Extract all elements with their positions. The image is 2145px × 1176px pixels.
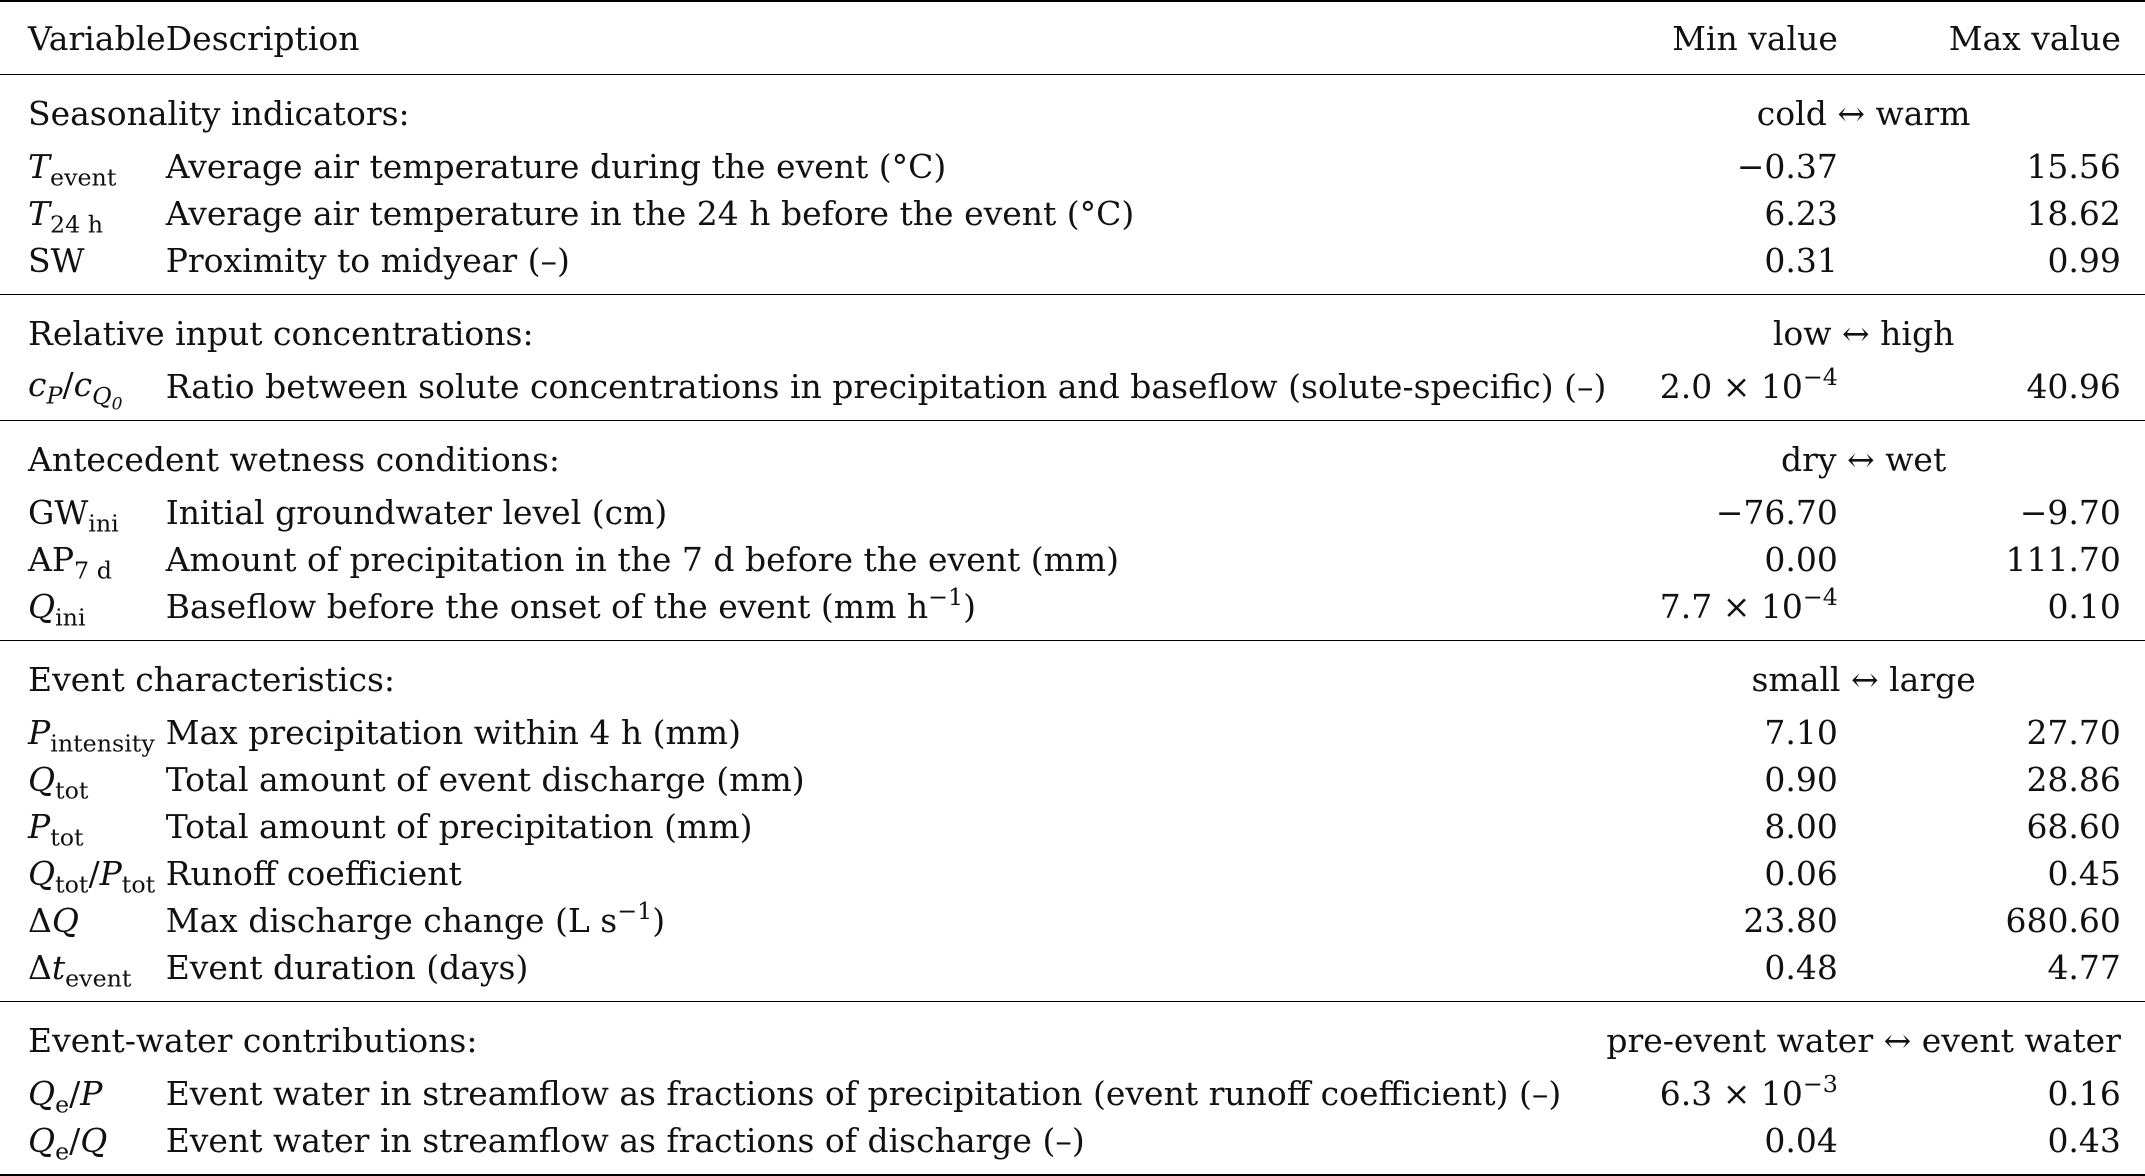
- variable-description: [166, 143, 1607, 190]
- symbol-main: SW: [28, 241, 85, 280]
- min-value-text: 7.10: [1764, 713, 1838, 752]
- section-range: cold ↔ warm: [1606, 75, 2145, 144]
- min-value-text: 7.7 × 10: [1659, 587, 1803, 626]
- symbol-subscript: event: [65, 964, 132, 993]
- symbol-divider: [69, 1074, 102, 1113]
- description-text: Baseflow before the onset of the event (mm h: [165, 587, 929, 626]
- variable-description: [166, 1117, 1607, 1175]
- variable-description: [166, 489, 1607, 536]
- variable-description: [166, 363, 1607, 421]
- section-header-row: [0, 421, 2145, 490]
- table-row: [0, 583, 2145, 641]
- description-text: Event water in streamflow as fractions of precipitation (event runoff coefficient) (–): [165, 1074, 1562, 1113]
- symbol-main: GW: [28, 493, 89, 532]
- variable-description: [166, 709, 1607, 756]
- symbol-subscript: intensity: [50, 729, 155, 758]
- description-text: Ratio between solute concentrations in precipitation and baseflow (solute-specific) (–): [165, 367, 1607, 406]
- symbol-denominator: Q: [80, 1121, 108, 1160]
- description-end: ): [652, 901, 666, 940]
- max-value: 40.96: [2026, 367, 2121, 406]
- symbol-main: T: [28, 147, 51, 186]
- section-title: Relative input concentrations:: [0, 295, 1606, 364]
- description-text: Initial groundwater level (cm): [165, 493, 668, 532]
- symbol-denominator: c: [73, 365, 93, 405]
- header-variable: Variable: [0, 1, 166, 75]
- table-row: [0, 803, 2145, 850]
- variable-description: [166, 583, 1607, 641]
- min-value-exponent: −4: [1802, 582, 1838, 611]
- table-row: [0, 756, 2145, 803]
- min-value: [1606, 237, 1838, 295]
- table-row: [0, 536, 2145, 583]
- min-value: [1606, 709, 1838, 756]
- symbol-main: Q: [28, 1121, 56, 1160]
- variable-description: [166, 803, 1607, 850]
- symbol-main: P: [28, 807, 51, 846]
- min-value-text: −76.70: [1715, 493, 1838, 532]
- description-text: Event water in streamflow as fractions of discharge (–): [165, 1121, 1085, 1160]
- variable-description: [166, 190, 1607, 237]
- symbol-subscript: ini: [55, 603, 86, 632]
- symbol-slash: /: [62, 365, 74, 405]
- symbol-subscript-2: tot: [121, 870, 156, 899]
- max-value: 0.10: [2047, 587, 2121, 626]
- symbol-main: T: [28, 194, 51, 233]
- symbol-main: Q: [28, 854, 56, 893]
- symbol-prefix: Δ: [28, 948, 52, 987]
- description-text: Total amount of precipitation (mm): [165, 807, 753, 846]
- description-text: Proximity to midyear (–): [165, 241, 570, 280]
- section-title: Antecedent wetness conditions:: [0, 421, 1606, 490]
- min-value: [1606, 1070, 1838, 1117]
- min-value: [1606, 756, 1838, 803]
- symbol-main: P: [28, 713, 51, 752]
- symbol-main: t: [51, 948, 66, 987]
- table-row: [0, 489, 2145, 536]
- symbol-subscript: tot: [55, 870, 89, 899]
- max-value: 15.56: [2026, 147, 2121, 186]
- symbol-main: AP: [28, 540, 75, 579]
- section-range: low ↔ high: [1606, 295, 2145, 364]
- table-row: [0, 944, 2145, 1002]
- variable-description: [166, 237, 1607, 295]
- symbol-slash: /: [69, 1121, 81, 1160]
- symbol-subscript: e: [55, 1090, 70, 1119]
- table-row: [0, 237, 2145, 295]
- symbol-subscript: ini: [88, 509, 119, 538]
- table-row: [0, 850, 2145, 897]
- symbol-slash: /: [88, 854, 100, 893]
- description-text: Total amount of event discharge (mm): [165, 760, 805, 799]
- description-text: Max precipitation within 4 h (mm): [165, 713, 741, 752]
- min-value-text: 6.23: [1764, 194, 1838, 233]
- variable-symbol: [0, 897, 166, 944]
- symbol-main: Q: [28, 760, 56, 799]
- table-header-row: [0, 1, 2145, 75]
- description-text: Amount of precipitation in the 7 d before the event (mm): [165, 540, 1120, 579]
- symbol-main: Q: [51, 901, 79, 940]
- min-value: [1606, 944, 1838, 1002]
- min-value-text: 0.06: [1764, 854, 1838, 893]
- min-value-text: −0.37: [1736, 147, 1838, 186]
- min-value-text: 0.31: [1764, 241, 1838, 280]
- symbol-subscript-2: Q0: [92, 382, 123, 415]
- min-value: [1606, 850, 1838, 897]
- description-text: Max discharge change (L s: [165, 901, 618, 940]
- min-value-text: 0.04: [1764, 1121, 1838, 1160]
- symbol-divider: [88, 854, 121, 893]
- symbol-subscript: 7 d: [74, 556, 112, 585]
- variable-description: [166, 1070, 1607, 1117]
- variable-symbol: [0, 850, 166, 897]
- section-header-row: [0, 1002, 2145, 1071]
- min-value-text: 23.80: [1743, 901, 1838, 940]
- variable-symbol: [0, 803, 166, 850]
- table-row: [0, 1117, 2145, 1175]
- min-value: [1606, 1117, 1838, 1175]
- min-value: [1606, 897, 1838, 944]
- table-row: [0, 1070, 2145, 1117]
- max-value: 111.70: [2005, 540, 2121, 579]
- section-range: dry ↔ wet: [1606, 421, 2145, 490]
- variable-description: [166, 850, 1607, 897]
- symbol-prefix: Δ: [28, 901, 52, 940]
- description-text: Average air temperature in the 24 h before the event (°C): [165, 194, 1135, 233]
- symbol-main: Q: [28, 587, 56, 626]
- variable-description: [166, 536, 1607, 583]
- table-row: [0, 897, 2145, 944]
- variable-symbol: [0, 190, 166, 237]
- symbol-subscript: event: [50, 163, 117, 192]
- symbol-subscript: tot: [50, 823, 84, 852]
- section-title: Event characteristics:: [0, 641, 1606, 710]
- table-row: [0, 190, 2145, 237]
- min-value-text: 2.0 × 10: [1659, 367, 1803, 406]
- symbol-main: Q: [28, 1074, 56, 1113]
- table-row: [0, 363, 2145, 421]
- max-value: −9.70: [2019, 493, 2121, 532]
- min-value-text: 6.3 × 10: [1659, 1074, 1803, 1113]
- symbol-subscript: P: [46, 382, 63, 411]
- min-value: [1606, 803, 1838, 850]
- min-value-exponent: −4: [1802, 362, 1838, 391]
- max-value: 0.43: [1838, 1117, 2145, 1175]
- variable-symbol: [0, 237, 166, 295]
- variable-description: [166, 944, 1607, 1002]
- min-value: [1606, 190, 1838, 237]
- variable-symbol: [0, 489, 166, 536]
- section-header-row: [0, 75, 2145, 144]
- min-value: [1606, 143, 1838, 190]
- min-value-exponent: −3: [1802, 1069, 1838, 1098]
- header-description: Description: [166, 1, 1607, 75]
- section-range: pre-event water ↔ event water: [1606, 1002, 2145, 1071]
- min-value: [1606, 536, 1838, 583]
- min-value: [1606, 363, 1838, 421]
- max-value: 27.70: [2026, 713, 2121, 752]
- symbol-divider: [69, 1121, 107, 1160]
- symbol-main: c: [28, 365, 47, 405]
- variable-symbol: [0, 944, 166, 1002]
- min-value: [1606, 583, 1838, 641]
- variable-symbol: [0, 1070, 166, 1117]
- symbol-denominator: P: [99, 854, 122, 893]
- header-min-value: Min value: [1606, 1, 1838, 75]
- symbol-denominator: P: [80, 1074, 103, 1113]
- min-value-text: 0.90: [1764, 760, 1838, 799]
- variable-symbol: [0, 143, 166, 190]
- variable-symbol: [0, 709, 166, 756]
- max-value: 68.60: [2026, 807, 2121, 846]
- max-value: 680.60: [2005, 901, 2121, 940]
- section-range: small ↔ large: [1606, 641, 2145, 710]
- min-value: [1606, 489, 1838, 536]
- table-row: [0, 709, 2145, 756]
- max-value: 28.86: [2026, 760, 2121, 799]
- variable-symbol: [0, 756, 166, 803]
- description-end: ): [963, 587, 977, 626]
- max-value: 0.45: [2047, 854, 2121, 893]
- max-value: 0.99: [2047, 241, 2121, 280]
- symbol-subscript: 24 h: [50, 210, 104, 239]
- description-exponent: −1: [928, 582, 964, 611]
- section-title: Seasonality indicators:: [0, 75, 1606, 144]
- description-text: Runoff coefficient: [165, 854, 462, 893]
- variable-symbol: [0, 1117, 166, 1175]
- symbol-divider: [62, 365, 92, 404]
- min-value-text: 0.00: [1764, 540, 1838, 579]
- symbol-subscript-3: 0: [111, 394, 123, 415]
- description-exponent: −1: [617, 896, 653, 925]
- header-max-value: Max value: [1838, 1, 2145, 75]
- min-value-text: 8.00: [1764, 807, 1838, 846]
- section-header-row: [0, 295, 2145, 364]
- symbol-slash: /: [69, 1074, 81, 1113]
- variable-symbol: [0, 536, 166, 583]
- description-text: Event duration (days): [165, 948, 529, 987]
- variable-symbol: [0, 583, 166, 641]
- symbol-subscript: tot: [55, 776, 89, 805]
- section-title: Event-water contributions:: [0, 1002, 1606, 1071]
- symbol-subscript: e: [55, 1137, 70, 1166]
- min-value-text: 0.48: [1764, 948, 1838, 987]
- max-value: 18.62: [2026, 194, 2121, 233]
- section-header-row: [0, 641, 2145, 710]
- description-text: Average air temperature during the event (°C): [165, 147, 947, 186]
- max-value: 4.77: [2047, 948, 2121, 987]
- max-value: 0.16: [2047, 1074, 2121, 1113]
- table-body: [0, 75, 2145, 1176]
- variable-symbol: [0, 363, 166, 421]
- table-row: [0, 143, 2145, 190]
- variable-description: [166, 756, 1607, 803]
- variable-description: [166, 897, 1607, 944]
